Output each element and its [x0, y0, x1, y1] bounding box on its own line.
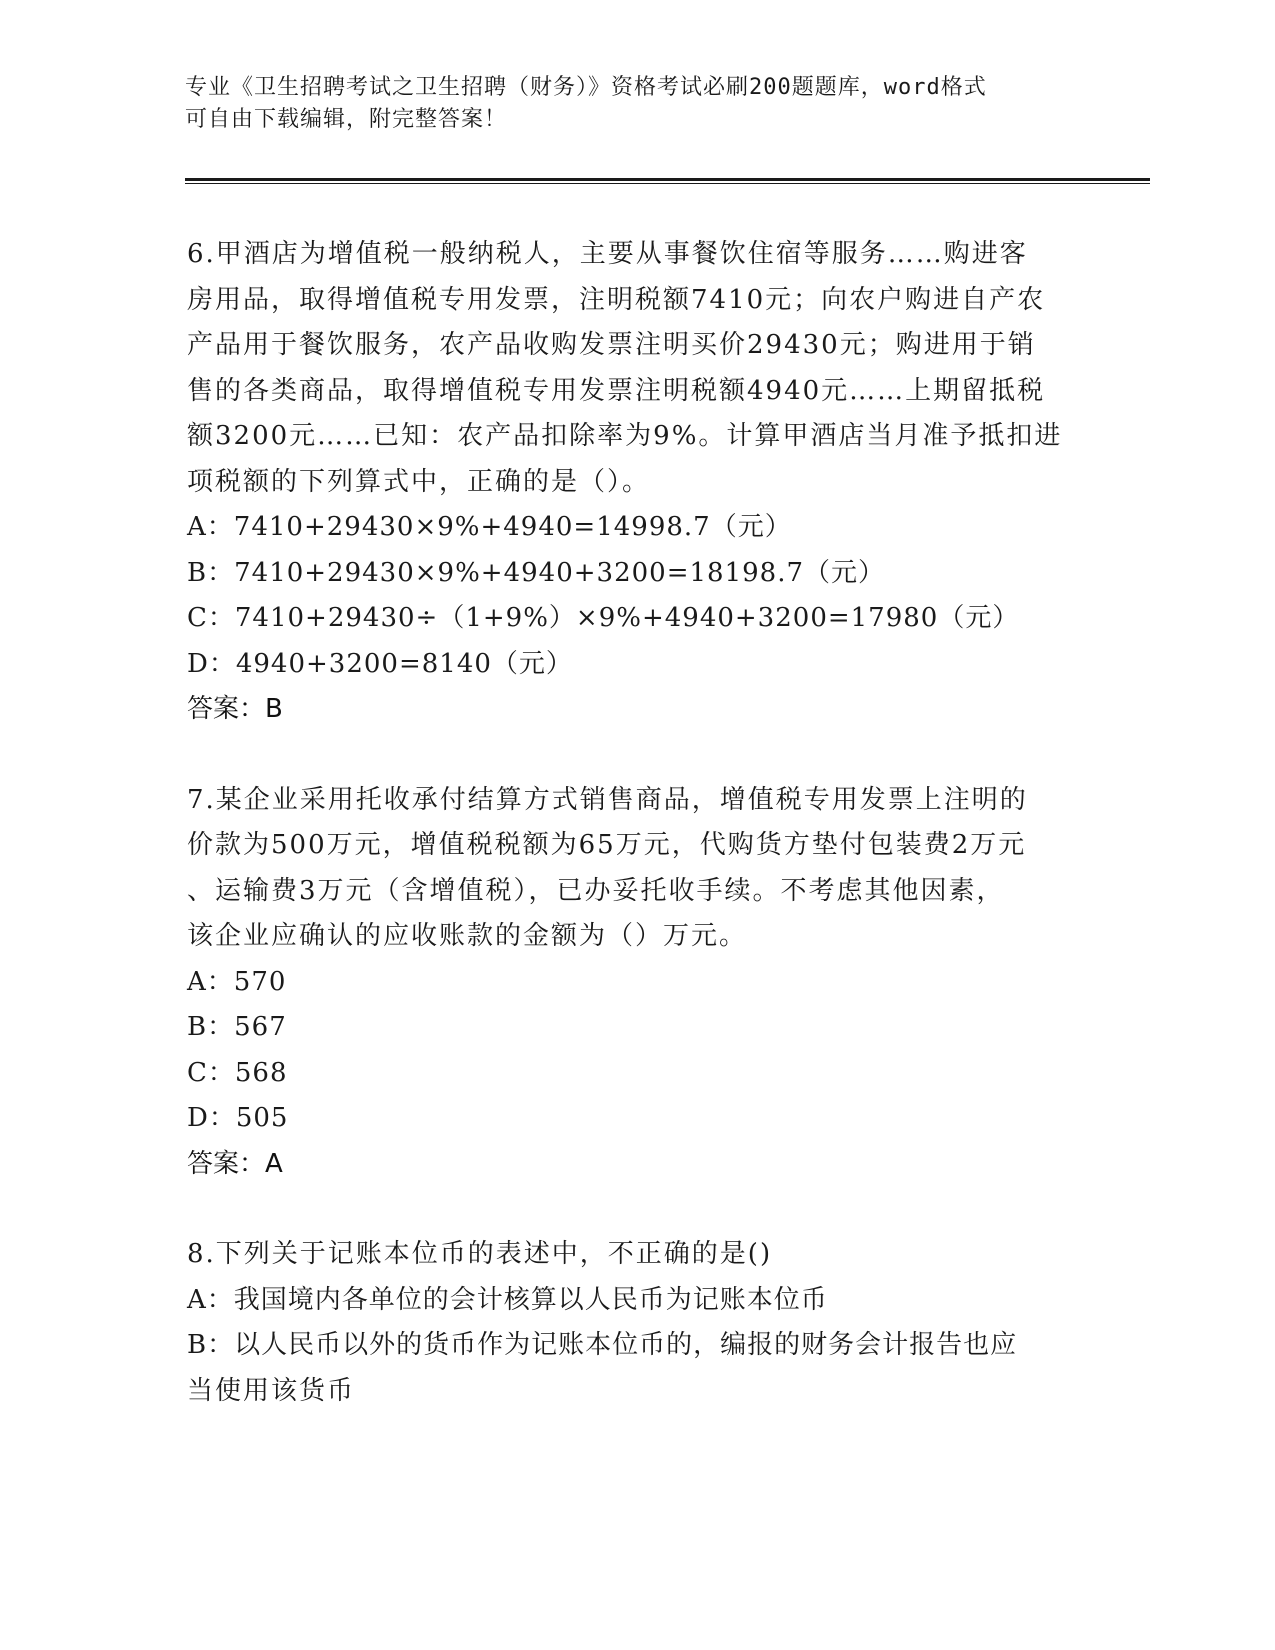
- stem-line: 6.甲酒店为增值税一般纳税人，主要从事餐饮住宿等服务……购进客: [187, 239, 1028, 269]
- header-rule-thin: [185, 183, 1150, 184]
- option-a: A：我国境内各单位的会计核算以人民币为记账本位币: [187, 1284, 828, 1315]
- answer-label: 答案：A: [187, 1148, 283, 1179]
- stem-line: 7.某企业采用托收承付结算方式销售商品，增值税专用发票上注明的: [187, 784, 1028, 815]
- option-b: B：7410+29430×9%+4940+3200=18198.7（元）: [187, 557, 886, 588]
- option-b: B：以人民币以外的货币作为记账本位币的，编报的财务会计报告也应: [187, 1330, 1018, 1360]
- question-stem: [187, 778, 1087, 960]
- stem-line: 售的各类商品，取得增值税专用发票注明税额4940元……上期留抵税: [187, 375, 1046, 406]
- question-stem: [187, 232, 1087, 505]
- option-a: A：7410+29430×9%+4940=14998.7（元）: [187, 512, 792, 542]
- answer-label: 答案：B: [187, 694, 283, 724]
- question-8: [187, 1232, 1087, 1414]
- option-d: D：4940+3200=8140（元）: [187, 648, 573, 679]
- option-c: C：7410+29430÷（1+9%）×9%+4940+3200=17980（元）: [187, 603, 1020, 633]
- page-header: [185, 72, 1065, 136]
- option-a: A：570: [187, 966, 287, 997]
- stem-line: 该企业应确认的应收账款的金额为（）万元。: [187, 921, 748, 951]
- option-c: C：568: [187, 1057, 288, 1088]
- stem-line: 价款为500万元，增值税税额为65万元，代购货方垫付包装费2万元: [187, 830, 1027, 860]
- option-b: B：567: [187, 1012, 287, 1042]
- stem-line: 、运输费3万元（含增值税），已办妥托收手续。不考虑其他因素，: [187, 875, 1005, 906]
- question-list: [187, 232, 1087, 1414]
- question-7: [187, 778, 1087, 1188]
- option-d: D：505: [187, 1103, 289, 1133]
- question-6: [187, 232, 1087, 733]
- stem-line: 产品用于餐饮服务，农产品收购发票注明买价29430元；购进用于销: [187, 330, 1036, 360]
- stem-line: 8.下列关于记账本位币的表述中，不正确的是(): [187, 1239, 773, 1269]
- stem-line: 房用品，取得增值税专用发票，注明税额7410元；向农户购进自产农: [187, 284, 1046, 315]
- stem-line: 额3200元……已知：农产品扣除率为9%。计算甲酒店当月准予抵扣进: [187, 421, 1063, 451]
- header-line-1: 专业《卫生招聘考试之卫生招聘（财务）》资格考试必刷200题题库，word格式: [185, 75, 987, 100]
- header-rule-thick: [185, 178, 1150, 181]
- question-stem: [187, 1232, 1087, 1278]
- stem-line: 项税额的下列算式中，正确的是（）。: [187, 466, 651, 497]
- question-spacer: [187, 733, 1087, 778]
- question-spacer: [187, 1187, 1087, 1232]
- header-line-2: 可自由下载编辑，附完整答案！: [185, 107, 508, 132]
- option-b-continuation: 当使用该货币: [187, 1375, 356, 1406]
